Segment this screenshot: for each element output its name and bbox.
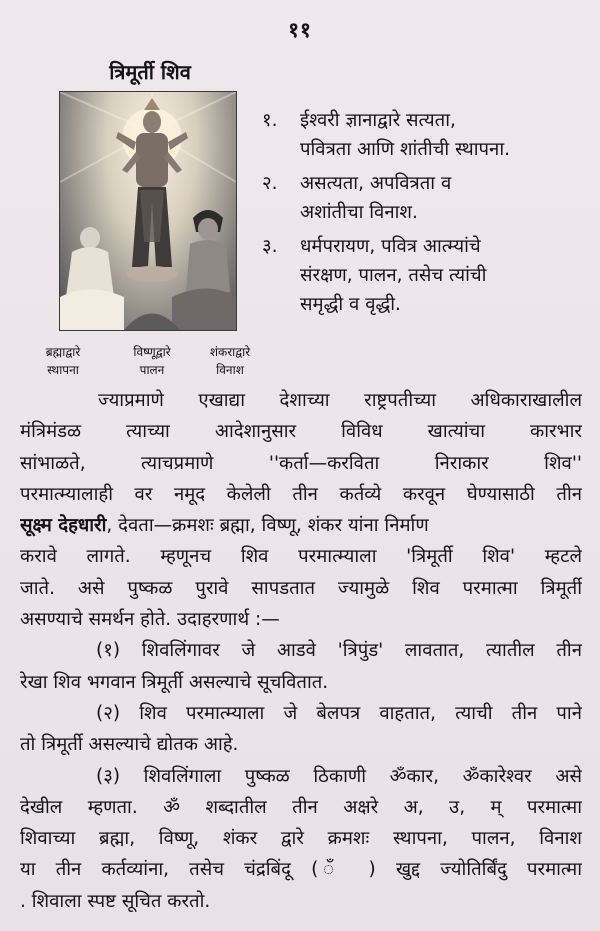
figure-title: त्रिमूर्ती शिव	[109, 60, 191, 84]
item-number: ३.	[262, 236, 278, 257]
item-text	[300, 106, 592, 164]
purpose-list	[262, 106, 592, 324]
caption-name: ब्रह्माद्वारे	[45, 345, 81, 359]
example-line: . शिवाला स्पष्ट सूचित करतो.	[20, 890, 211, 912]
example-line: (१) शिवलिंगावर जे आडवे 'त्रिपुंड' लावतात, त्यातील तीन	[96, 640, 582, 662]
item-text	[300, 169, 592, 227]
list-item	[262, 106, 592, 164]
page-number: ११	[288, 18, 312, 42]
line-rest: , देवता—क्रमशः ब्रह्मा, विष्णू, शंकर यांना निर्माण	[106, 515, 429, 537]
trimurti-picture	[60, 92, 236, 330]
item-line: असत्यता, अपवित्रता व	[300, 173, 452, 194]
item-line: ईश्वरी ज्ञानाद्वारे सत्यता,	[300, 110, 456, 131]
caption-name: विष्णूद्वारे	[133, 345, 171, 359]
caption-role: स्थापना	[47, 363, 79, 377]
item-text	[300, 232, 592, 319]
caption-role: विनाश	[216, 363, 244, 377]
paragraph-line: ज्याप्रमाणे एखाद्या देशाच्या राष्ट्रपतीच्या अधिकाराखालील	[98, 390, 582, 411]
example-line: देखील म्हणता. ॐ शब्दातील तीन अक्षरे अ, उ, म् परमात्मा	[20, 796, 582, 818]
paragraph-line: करावे लागते. म्हणूनच शिव परमात्म्याला 'त्रिमूर्ती शिव' म्हटले	[20, 546, 582, 568]
list-item	[262, 232, 592, 319]
paragraph-line: असण्याचे समर्थन होते. उदाहरणार्थ :—	[20, 609, 280, 631]
paragraph-line: मंत्रिमंडळ त्याच्या आदेशानुसार विविध खात्यांचा कारभार	[20, 421, 582, 443]
paragraph-line	[20, 510, 582, 541]
paragraph-line: सांभाळते, त्याचप्रमाणे ''कर्ता—करविता निराकार शिव''	[20, 452, 582, 474]
item-number: १.	[262, 110, 278, 131]
paragraph-line: जाते. असे पुष्कळ पुरावे सापडतात ज्यामुळे शिव परमात्मा त्रिमूर्ती	[20, 577, 582, 599]
item-line: पवित्रता आणि शांतीची स्थापना.	[300, 139, 510, 160]
item-line: धर्मपरायण, पवित्र आत्म्यांचे	[300, 236, 481, 257]
body-text	[20, 385, 582, 917]
example-line: या तीन कर्तव्यांना, तसेच चंद्रबिंदू ( ँ ) खुद्द ज्योतिर्बिंदु परमात्मा	[20, 859, 582, 881]
caption-brahma	[18, 343, 108, 379]
example-line: (३) शिवलिंगाला पुष्कळ ठिकाणी ॐकार, ॐकारेश्वर असे	[96, 765, 582, 787]
paragraph-line: परमात्म्यालाही वर नमूद केलेली तीन कर्तव्ये करवून घेण्यासाठी तीन	[20, 483, 582, 505]
list-item	[262, 169, 592, 227]
bold-term: सूक्ष्म देहधारी	[20, 515, 107, 537]
example-line: (२) शिव परमात्म्याला जे बेलपत्र वाहतात, त्याची तीन पाने	[96, 702, 582, 724]
item-line: समृद्धी व वृद्धी.	[300, 294, 401, 315]
example-line: रेखा शिव भगवान त्रिमूर्ती असल्याचे सूचवितात.	[20, 671, 329, 693]
example-line: शिवाच्या ब्रह्मा, विष्णू, शंकर द्वारे क्रमशः स्थापना, पालन, विनाश	[20, 828, 582, 850]
item-number: २.	[262, 173, 278, 194]
item-line: अशांतीचा विनाश.	[300, 202, 418, 223]
caption-shankar	[185, 343, 275, 379]
caption-vishnu	[107, 343, 197, 379]
caption-name: शंकराद्वारे	[209, 345, 251, 359]
example-line: तो त्रिमूर्ती असल्याचे द्योतक आहे.	[20, 734, 239, 756]
item-line: संरक्षण, पालन, तसेच त्यांची	[300, 265, 487, 286]
caption-role: पालन	[139, 363, 165, 377]
